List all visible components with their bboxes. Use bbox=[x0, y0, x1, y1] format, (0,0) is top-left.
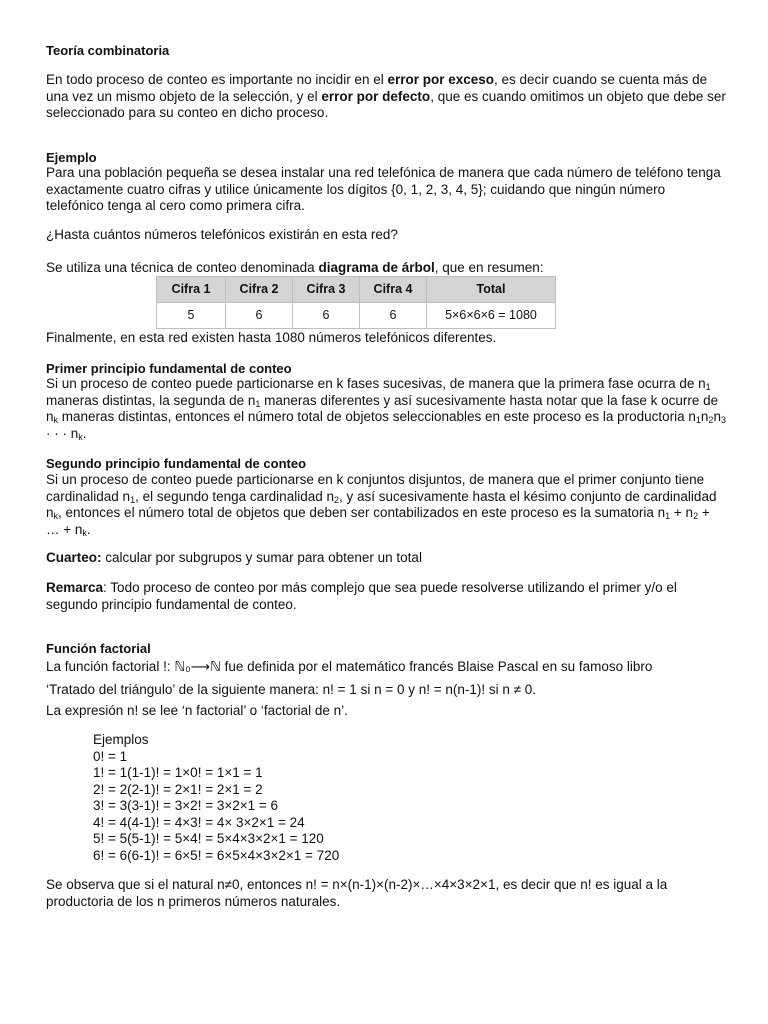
table-header-row bbox=[157, 277, 556, 303]
example-question: ¿Hasta cuántos números telefónicos existirán en esta red? bbox=[46, 227, 398, 242]
error-exceso-term: error por exceso bbox=[387, 72, 495, 87]
first-principle-heading: Primer principio fundamental de conteo bbox=[46, 361, 292, 376]
tree-summary-table bbox=[156, 276, 556, 329]
factorial-reading-line: La expresión n! se lee ‘n factorial’ o ‘factorial de n’. bbox=[46, 703, 348, 718]
factorial-definition-line-2: ‘Tratado del triángulo’ de la siguiente manera: n! = 1 si n = 0 y n! = n(n-1)! si n ≠ 0. bbox=[46, 682, 537, 697]
table-cell: 6 bbox=[360, 303, 427, 329]
factorial-heading: Función factorial bbox=[46, 641, 151, 656]
second-principle-text: Si un proceso de conteo puede particionarse en k conjuntos disjuntos, de manera que el primer conjunto tiene cardinalidad $n_1$, el segundo tenga cardinalidad $n_2$, y así sucesivamente hasta el késimo conjunto de cardinalidad $n_k$, entonces el número total de objetos que deben ser contabilizados en este proceso es la sumatoria $n_1 + n_2$ + … + $n_k$. bbox=[46, 472, 717, 538]
list-item: 2! = 2(2-1)! = 2×1! = 2×1 = 2 bbox=[93, 781, 263, 797]
table-header-cell: Total bbox=[427, 277, 556, 303]
second-principle-heading: Segundo principio fundamental de conteo bbox=[46, 456, 307, 471]
list-item: 3! = 3(3-1)! = 3×2! = 3×2×1 = 6 bbox=[93, 798, 279, 813]
table-header-cell: Cifra 2 bbox=[226, 277, 293, 303]
intro-paragraph: En todo proceso de conteo es importante no incidir en el error por exceso, es decir cuando se cuenta más de una vez un mismo objeto de la selección, y el error por defecto, que es cuando omitimos un objeto que debe ser seleccionado para su conteo en dicho proceso. bbox=[46, 72, 726, 120]
error-defecto-term: error por defecto bbox=[321, 88, 431, 104]
remarca-label: Remarca bbox=[46, 580, 104, 595]
list-item: 4! = 4(4-1)! = 4×3! = 4× 3×2×1 = 24 bbox=[93, 814, 305, 830]
example-conclusion: Finalmente, en esta red existen hasta 1080 números telefónicos diferentes. bbox=[46, 330, 497, 345]
list-item: 0! = 1 bbox=[93, 748, 128, 764]
cuarteo-paragraph: Cuarteo: calcular por subgrupos y sumar para obtener un total bbox=[46, 550, 422, 565]
list-item: 6! = 6(6-1)! = 6×5! = 6×5×4×3×2×1 = 720 bbox=[93, 847, 340, 863]
table-row bbox=[157, 303, 556, 329]
list-item: 1! = 1(1-1)! = 1×0! = 1×1 = 1 bbox=[93, 765, 263, 780]
factorial-closing-paragraph: Se observa que si el natural n≠0, entonces n! = n×(n-1)×(n-2)×…×4×3×2×1, es decir que n! es igual a la productoria de los n primeros números naturales. bbox=[46, 877, 668, 909]
page-title: Teoría combinatoria bbox=[46, 43, 170, 58]
example-heading: Ejemplo bbox=[46, 150, 97, 165]
factorial-examples-list bbox=[93, 732, 339, 864]
table-cell: 5 bbox=[157, 303, 226, 329]
table-cell: 5×6×6×6 = 1080 bbox=[427, 303, 556, 329]
table-header-cell: Cifra 1 bbox=[157, 277, 226, 303]
table-cell: 6 bbox=[293, 303, 360, 329]
examples-label: Ejemplos bbox=[93, 732, 149, 747]
first-principle-text: Si un proceso de conteo puede particionarse en k fases sucesivas, de manera que la primera fase ocurra de $n_1$ maneras distintas, la segunda de $n_1$ maneras diferentes y así sucesivamente hasta notar que la fase k ocurre de $n_k$ maneras distintas, entonces el número total de objetos seleccionables en este proceso es la productoria $n_1n_2n_3$ · · · $n_k$. bbox=[46, 376, 726, 442]
table-header-cell: Cifra 4 bbox=[360, 277, 427, 303]
example-text: Para una población pequeña se desea instalar una red telefónica de manera que cada número de teléfono tenga exactamente cuatro cifras y utilice únicamente los dígitos {0, 1, 2, 3, 4, 5}; cuidando que ningún número telefónico tenga al cero como primera cifra. bbox=[46, 165, 721, 213]
remarca-paragraph: Remarca: Todo proceso de conteo por más complejo que sea puede resolverse utilizando el primer y/o el segundo principio fundamental de conteo. bbox=[46, 580, 677, 612]
list-item: 5! = 5(5-1)! = 5×4! = 5×4×3×2×1 = 120 bbox=[93, 831, 324, 846]
factorial-definition-line-1: La función factorial !: ℕ₀⟶ℕ fue definida por el matemático francés Blaise Pascal en su famoso libro bbox=[46, 659, 653, 674]
cuarteo-label: Cuarteo: bbox=[46, 550, 102, 565]
table-header-cell: Cifra 3 bbox=[293, 277, 360, 303]
table-cell: 6 bbox=[226, 303, 293, 329]
technique-sentence: Se utiliza una técnica de conteo denominada diagrama de árbol, que en resumen: bbox=[46, 260, 544, 275]
